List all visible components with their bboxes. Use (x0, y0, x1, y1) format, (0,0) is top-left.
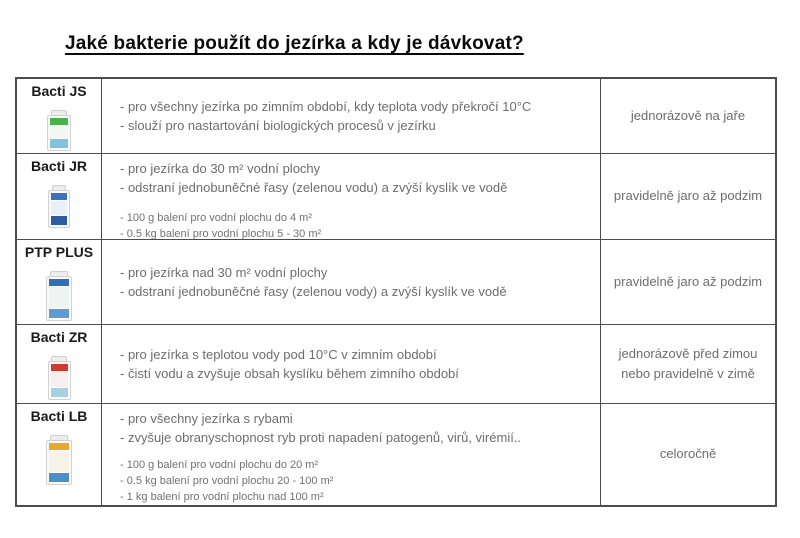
description-bullets (120, 97, 600, 135)
dosing-schedule: celoročně (659, 446, 717, 462)
product-name-cell (17, 240, 102, 325)
product-name: Bacti ZR (30, 329, 88, 346)
dosing-schedule-cell (601, 240, 775, 325)
table-row (17, 239, 775, 325)
products-table (15, 77, 777, 507)
bullet: - pro jezírka s teplotou vody pod 10°C v zimním období (120, 347, 437, 363)
product-description-cell (102, 404, 601, 505)
red-label-jar-icon (48, 356, 71, 400)
blue-label-jar-icon (46, 271, 72, 321)
bullet: - pro všechny jezírka s rybami (120, 411, 293, 426)
table-row (17, 79, 775, 153)
bullet: - slouží pro nastartování biologických procesů v jezírku (120, 117, 436, 133)
bullet: - pro všechny jezírka po zimním období, kdy teplota vody překročí 10°C (120, 98, 532, 114)
dosing-schedule: jednorázově na jaře (630, 107, 746, 123)
description-bullets (120, 345, 600, 383)
product-name: Bacti JS (31, 83, 87, 99)
product-name-cell (17, 154, 102, 239)
bullet: - čistí vodu a zvyšuje obsah kyslíku během zimního období (120, 366, 459, 382)
product-description-cell (102, 240, 601, 325)
table-row (17, 324, 775, 403)
product-description-cell (102, 79, 601, 153)
note: - 0.5 kg balení pro vodní plochu 5 - 30 m² (120, 227, 322, 240)
package-size-notes (120, 457, 600, 505)
bullet: - zvyšuje obranyschopnost ryb proti napadení patogenů, virů, virémií.. (120, 430, 522, 445)
table-row (17, 403, 775, 505)
note: - 1 kg balení pro vodní plochu nad 100 m² (120, 491, 324, 503)
product-name: Bacti LB (30, 408, 88, 424)
product-description-cell (102, 325, 601, 403)
product-name: Bacti JR (30, 157, 88, 174)
dosing-schedule: pravidelně jaro až podzim (613, 273, 763, 289)
table-row (17, 153, 775, 239)
bullet: - pro jezírka do 30 m² vodní plochy (120, 160, 321, 176)
bullet: - odstraní jednobuněčné řasy (zelenou vodu) a zvýší kyslík ve vodě (120, 179, 508, 195)
bullet: - odstraní jednobuněčné řasy (zelenou vody) a zvýší kyslík ve vodě (120, 284, 507, 300)
dosing-schedule-cell (601, 154, 775, 239)
description-bullets (120, 409, 600, 447)
dosing-schedule-cell (601, 325, 775, 403)
note: - 0.5 kg balení pro vodní plochu 20 - 100 m² (120, 475, 334, 487)
note: - 100 g balení pro vodní plochu do 4 m² (120, 211, 313, 224)
package-size-notes (120, 210, 600, 242)
product-name: PTP PLUS (24, 243, 94, 260)
dosing-schedule: jednorázově před zimou nebo pravidelně v zimě (618, 346, 758, 382)
description-bullets (120, 263, 600, 301)
note: - 100 g balení pro vodní plochu do 20 m² (120, 459, 319, 471)
dosing-schedule: pravidelně jaro až podzim (613, 188, 763, 204)
orange-label-jar-icon (46, 435, 72, 485)
blue-label-jar-icon (48, 185, 70, 228)
dosing-schedule-cell (601, 404, 775, 505)
bullet: - pro jezírka nad 30 m² vodní plochy (120, 265, 328, 281)
product-description-cell (102, 154, 601, 239)
page-title: Jaké bakterie použít do jezírka a kdy je dávkovat? (65, 33, 524, 54)
description-bullets (120, 159, 600, 197)
green-label-jar-icon (47, 110, 71, 151)
dosing-schedule-cell (601, 79, 775, 153)
product-name-cell (17, 79, 102, 153)
product-name-cell (17, 404, 102, 505)
product-name-cell (17, 325, 102, 403)
